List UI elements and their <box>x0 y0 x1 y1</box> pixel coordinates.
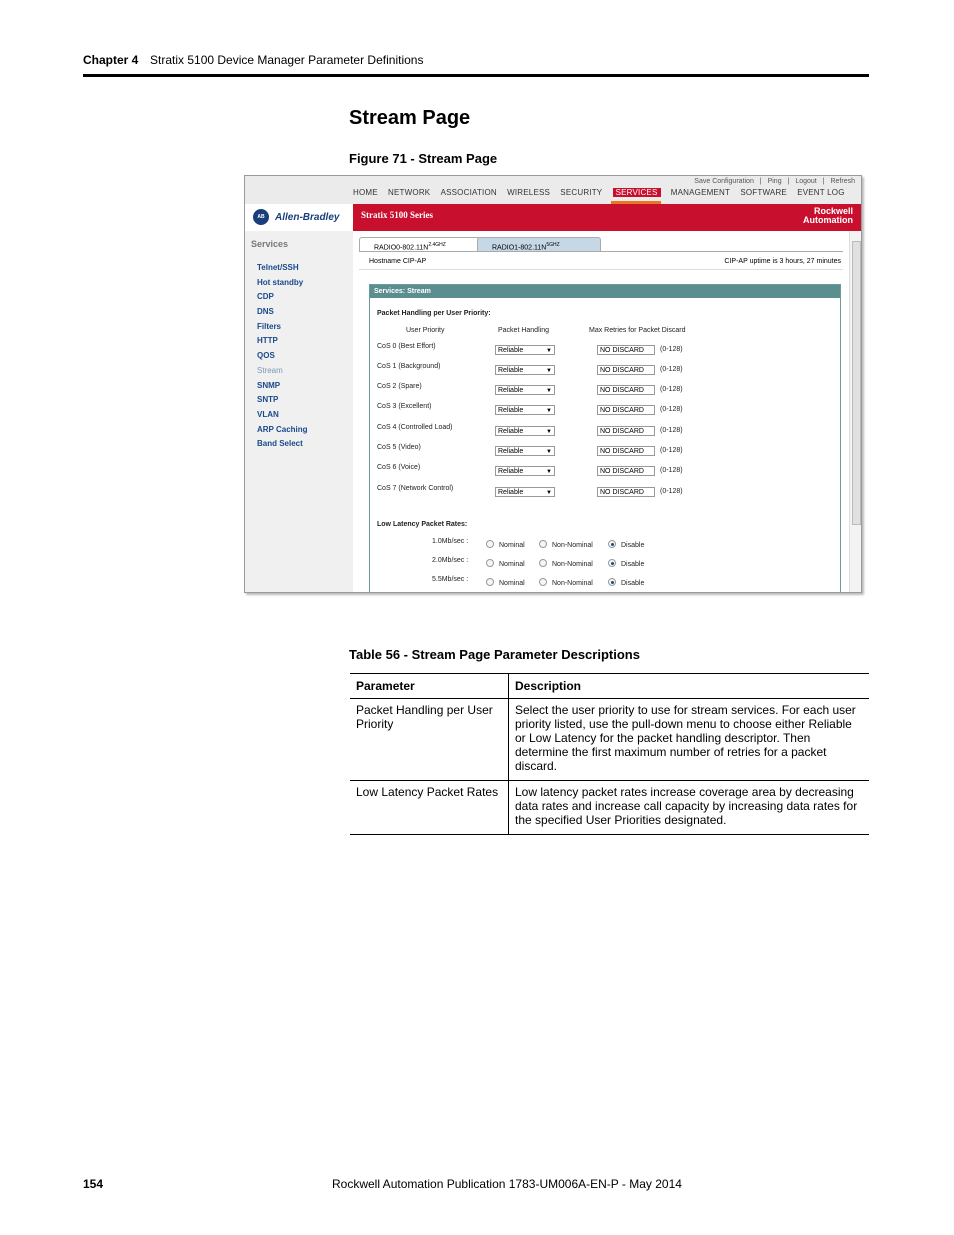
rockwell-logo <box>803 207 853 225</box>
retries-range: (0-128) <box>660 386 683 393</box>
nominal-label: Nominal <box>499 580 525 587</box>
low-latency-heading: Low Latency Packet Rates: <box>377 521 468 528</box>
retries-range: (0-128) <box>660 366 683 373</box>
hostname-divider <box>359 269 843 270</box>
dropdown-arrow-icon: ▼ <box>546 429 552 435</box>
priority-label: CoS 7 (Network Control) <box>377 485 454 492</box>
rate-label: 1.0Mb/sec : <box>432 538 469 545</box>
sidebar-item-http[interactable]: HTTP <box>257 336 278 346</box>
nav-home[interactable]: HOME <box>353 188 378 197</box>
header-rule <box>83 74 869 77</box>
tab-radio1-band: 5GHZ <box>546 242 560 248</box>
priority-label: CoS 5 (Video) <box>377 444 421 451</box>
packet-handling-select[interactable] <box>495 466 555 476</box>
refresh-link[interactable]: Refresh <box>830 178 855 185</box>
non-nominal-radio[interactable] <box>539 578 547 586</box>
sidebar-item-band-select[interactable]: Band Select <box>257 439 303 449</box>
priority-label: CoS 1 (Background) <box>377 363 441 370</box>
non-nominal-label: Non-Nominal <box>552 561 593 568</box>
col-packet-handling: Packet Handling <box>498 327 549 334</box>
non-nominal-label: Non-Nominal <box>552 580 593 587</box>
dropdown-arrow-icon: ▼ <box>546 368 552 374</box>
select-value: Reliable <box>498 428 524 435</box>
disable-label: Disable <box>621 542 645 549</box>
nominal-radio[interactable] <box>486 559 494 567</box>
header-description: Description <box>509 674 870 699</box>
rockwell-line1: Rockwell <box>813 206 853 216</box>
uptime-label: CIP-AP uptime is 3 hours, 27 minutes <box>724 258 841 265</box>
dropdown-arrow-icon: ▼ <box>546 388 552 394</box>
main-nav <box>353 188 853 197</box>
col-user-priority: User Priority <box>406 327 445 334</box>
section-title: Stream Page <box>349 107 471 129</box>
rate-label: 5.5Mb/sec : <box>432 576 469 583</box>
chapter-title: Stratix 5100 Device Manager Parameter Definitions <box>150 53 424 67</box>
disable-label: Disable <box>621 580 645 587</box>
select-value: Reliable <box>498 448 524 455</box>
nav-event-log[interactable]: EVENT LOG <box>797 188 845 197</box>
series-title: Stratix 5100 Series <box>361 210 433 220</box>
priority-label: CoS 6 (Voice) <box>377 464 421 471</box>
nav-association[interactable]: ASSOCIATION <box>440 188 497 197</box>
sidebar-items <box>257 261 308 452</box>
disable-radio[interactable] <box>608 540 616 548</box>
ping-link[interactable]: Ping <box>767 178 782 185</box>
disable-radio[interactable] <box>608 578 616 586</box>
select-value: Reliable <box>498 468 524 475</box>
packet-handling-select[interactable] <box>495 345 555 355</box>
nav-services[interactable]: SERVICES <box>613 188 661 197</box>
nominal-radio[interactable] <box>486 540 494 548</box>
ab-badge: AB <box>253 209 269 225</box>
nav-security[interactable]: SECURITY <box>560 188 603 197</box>
page-number: 154 <box>83 1177 104 1191</box>
nominal-label: Nominal <box>499 542 525 549</box>
chapter-label: Chapter 4 <box>83 53 139 67</box>
separator: | <box>822 178 825 185</box>
retries-range: (0-128) <box>660 427 683 434</box>
sidebar-item-filters[interactable]: Filters <box>257 321 282 331</box>
max-retries-input[interactable]: NO DISCARD <box>597 405 655 415</box>
packet-handling-select[interactable] <box>495 365 555 375</box>
dropdown-arrow-icon: ▼ <box>546 408 552 414</box>
description-cell: Low latency packet rates increase coverage area by decreasing data rates and increase call capacity by increasing data rates for the specified User Priorities designated. <box>509 781 870 835</box>
tab-radio1[interactable] <box>477 237 601 252</box>
priority-label: CoS 0 (Best Effort) <box>377 343 436 350</box>
vertical-scrollbar[interactable] <box>849 231 862 592</box>
nominal-radio[interactable] <box>486 578 494 586</box>
non-nominal-radio[interactable] <box>539 559 547 567</box>
parameter-cell: Packet Handling per User Priority <box>350 699 509 781</box>
dropdown-arrow-icon: ▼ <box>546 469 552 475</box>
table-row <box>350 781 869 835</box>
select-value: Reliable <box>498 489 524 496</box>
rate-label: 2.0Mb/sec : <box>432 557 469 564</box>
tab-radio0-label: RADIO0-802.11N <box>374 244 429 252</box>
retries-range: (0-128) <box>660 406 683 413</box>
rockwell-line2: Automation <box>803 215 853 225</box>
non-nominal-label: Non-Nominal <box>552 542 593 549</box>
sidebar-title: Services <box>251 239 289 249</box>
select-value: Reliable <box>498 347 524 354</box>
priority-label: CoS 3 (Excellent) <box>377 403 432 410</box>
nav-software[interactable]: SOFTWARE <box>740 188 787 197</box>
priority-label: CoS 4 (Controlled Load) <box>377 424 453 431</box>
max-retries-input[interactable]: NO DISCARD <box>597 426 655 436</box>
select-value: Reliable <box>498 407 524 414</box>
product-banner <box>353 204 861 231</box>
retries-range: (0-128) <box>660 346 683 353</box>
tab-radio1-label: RADIO1-802.11N <box>492 244 547 252</box>
packet-handling-select[interactable] <box>495 405 555 415</box>
sidebar-item-arp-caching[interactable]: ARP Caching <box>257 424 308 434</box>
scrollbar-thumb[interactable] <box>852 241 861 525</box>
retries-range: (0-128) <box>660 488 683 495</box>
tab-radio0[interactable] <box>359 237 481 252</box>
sidebar-item-snmp[interactable]: SNMP <box>257 380 281 390</box>
tab-divider <box>359 251 843 252</box>
nav-wireless[interactable]: WIRELESS <box>507 188 551 197</box>
max-retries-input[interactable]: NO DISCARD <box>597 487 655 497</box>
packet-handling-select[interactable] <box>495 446 555 456</box>
disable-radio[interactable] <box>608 559 616 567</box>
sidebar-item-stream[interactable]: Stream <box>257 365 283 375</box>
separator: | <box>787 178 790 185</box>
top-links <box>690 178 855 185</box>
nav-network[interactable]: NETWORK <box>388 188 431 197</box>
retries-range: (0-128) <box>660 447 683 454</box>
packet-handling-select[interactable] <box>495 426 555 436</box>
sidebar-item-cdp[interactable]: CDP <box>257 292 274 302</box>
top-bar <box>245 176 861 204</box>
save-configuration-link[interactable]: Save Configuration <box>694 178 754 185</box>
packet-handling-heading: Packet Handling per User Priority: <box>377 310 491 317</box>
sidebar-item-hot-standby[interactable]: Hot standby <box>257 277 304 287</box>
tab-radio0-band: 2.4GHZ <box>428 242 446 248</box>
panel-title: Services: Stream <box>370 285 840 298</box>
stream-page-screenshot <box>244 175 862 593</box>
non-nominal-radio[interactable] <box>539 540 547 548</box>
sidebar-item-qos[interactable]: QOS <box>257 351 275 361</box>
nominal-label: Nominal <box>499 561 525 568</box>
dropdown-arrow-icon: ▼ <box>546 449 552 455</box>
dropdown-arrow-icon: ▼ <box>546 348 552 354</box>
disable-label: Disable <box>621 561 645 568</box>
table-caption: Table 56 - Stream Page Parameter Descriptions <box>349 647 640 662</box>
sidebar-item-vlan[interactable]: VLAN <box>257 409 279 419</box>
col-max-retries: Max Retries for Packet Discard <box>589 327 686 334</box>
priority-label: CoS 2 (Spare) <box>377 383 422 390</box>
select-value: Reliable <box>498 387 524 394</box>
select-value: Reliable <box>498 367 524 374</box>
description-cell: Select the user priority to use for stream services. For each user priority listed, use the pull-down menu to choose either Reliable or Low Latency for the packet handling descriptor. Then determine the first maximum number of retries for a packet discard. <box>509 699 870 781</box>
packet-handling-select[interactable] <box>495 385 555 395</box>
separator: | <box>759 178 762 185</box>
parameter-table <box>350 673 869 835</box>
stream-panel <box>369 284 841 593</box>
figure-caption: Figure 71 - Stream Page <box>349 151 498 166</box>
packet-handling-select[interactable] <box>495 487 555 497</box>
nav-management[interactable]: MANAGEMENT <box>670 188 731 197</box>
dropdown-arrow-icon: ▼ <box>546 490 552 496</box>
ab-wordmark: Allen-Bradley <box>275 212 340 223</box>
sidebar-item-sntp[interactable]: SNTP <box>257 395 279 405</box>
publication-info: Rockwell Automation Publication 1783-UM006A-EN-P - May 2014 <box>332 1177 682 1191</box>
table-row <box>350 699 869 781</box>
allen-bradley-logo <box>245 204 353 232</box>
max-retries-input[interactable]: NO DISCARD <box>597 385 655 395</box>
retries-range: (0-128) <box>660 467 683 474</box>
header-parameter: Parameter <box>350 674 509 699</box>
max-retries-input[interactable]: NO DISCARD <box>597 345 655 355</box>
max-retries-input[interactable]: NO DISCARD <box>597 466 655 476</box>
sidebar-item-dns[interactable]: DNS <box>257 307 274 317</box>
table-header-row <box>350 674 869 699</box>
sidebar-item-telnet-ssh[interactable]: Telnet/SSH <box>257 263 299 272</box>
main-content <box>353 231 849 592</box>
hostname-label: Hostname CIP-AP <box>369 258 427 265</box>
max-retries-input[interactable]: NO DISCARD <box>597 365 655 375</box>
logout-link[interactable]: Logout <box>795 178 817 185</box>
parameter-cell: Low Latency Packet Rates <box>350 781 509 835</box>
services-sidebar <box>245 231 353 592</box>
max-retries-input[interactable]: NO DISCARD <box>597 446 655 456</box>
